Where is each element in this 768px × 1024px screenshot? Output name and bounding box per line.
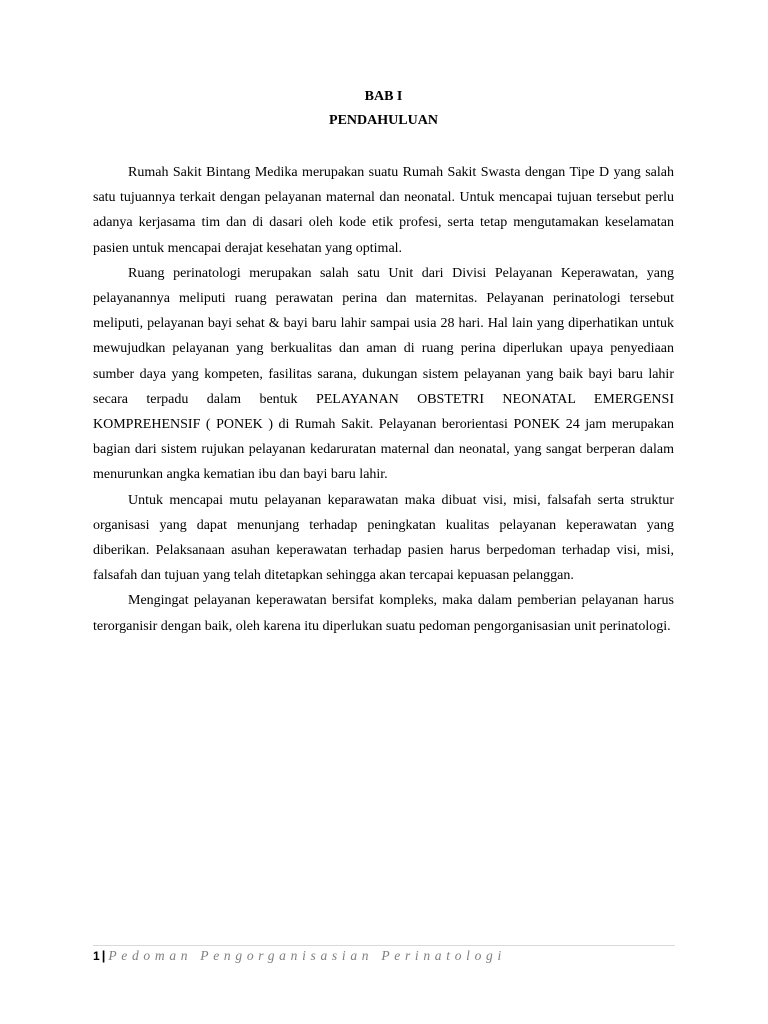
footer-separator: | xyxy=(101,948,106,963)
footer-document-title: Pedoman Pengorganisasian Perinatologi xyxy=(108,948,506,963)
chapter-number: BAB I xyxy=(364,89,403,104)
page-footer xyxy=(93,947,675,966)
paragraph-intro: Rumah Sakit Bintang Medika merupakan suatu Rumah Sakit Swasta dengan Tipe D yang salah satu tujuannya terkait dengan pelayanan maternal dan neonatal. Untuk mencapai tujuan tersebut perlu adanya kerjasama tim dan di dasari oleh kode etik profesi, serta tetap mengutamakan keselamatan pasien untuk mencapai derajat kesehatan yang optimal. xyxy=(93,165,674,256)
paragraph-quality: Untuk mencapai mutu pelayanan keparawatan maka dibuat visi, misi, falsafah serta struktur organisasi yang dapat menunjang terhadap peningkatan kualitas pelayanan keperawatan yang diberikan. Pelaksanaan asuhan keperawatan terhadap pasien harus berpedoman terhadap visi, misi, falsafah dan tujuan yang telah ditetapkan sehingga akan tercapai kepuasan pelanggan. xyxy=(93,492,674,584)
paragraph-perinatology-unit: Ruang perinatologi merupakan salah satu Unit dari Divisi Pelayanan Keperawatan, yang pelayanannya meliputi ruang perawatan perina dan maternitas. Pelayanan perinatologi tersebut meliputi, pelayanan bayi sehat & bayi baru lahir sampai usia 28 hari. Hal lain yang diperhatikan untuk mewujudkan pelayanan yang berkualitas dan aman di ruang perina diperlukan upaya penyediaan sumber daya yang kompeten, fasilitas sarana, dukungan sistem pelayanan yang baik bayi baru lahir secara terpadu dalam bentuk PELAYANAN OBSTETRI NEONATAL EMERGENSI KOMPREHENSIF ( PONEK ) di Rumah Sakit. Pelayanan berorientasi PONEK 24 jam merupakan bagian dari sistem rujukan pelayanan kedaruratan maternal dan neonatal, yang sangat berperan dalam menurunkan angka kematian ibu dan bayi baru lahir. xyxy=(93,265,674,483)
body-text xyxy=(93,160,674,639)
page-number: 1 xyxy=(93,949,100,963)
chapter-title: PENDAHULUAN xyxy=(329,113,438,128)
paragraph-organization: Mengingat pelayanan keperawatan bersifat kompleks, maka dalam pemberian pelayanan harus terorganisir dengan baik, oleh karena itu diperlukan suatu pedoman pengorganisasian unit perinatologi. xyxy=(93,593,674,634)
footer-divider xyxy=(93,945,675,946)
